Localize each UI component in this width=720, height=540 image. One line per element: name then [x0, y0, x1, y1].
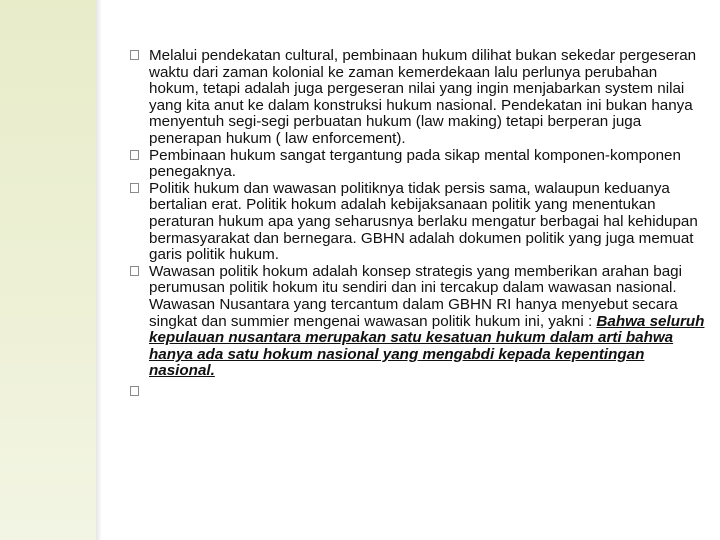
empty-square-icon: [130, 183, 139, 193]
bullet-item: [130, 181, 708, 264]
bullet-item-empty: [130, 384, 708, 401]
panel-shadow: [96, 0, 102, 540]
empty-square-icon: [130, 50, 139, 60]
bullet-list: [130, 48, 708, 401]
decorative-sidebar: [0, 0, 96, 540]
bullet-item: [130, 148, 708, 181]
empty-square-icon: [130, 150, 139, 160]
bullet-item: [130, 264, 708, 380]
empty-square-icon: [130, 266, 139, 276]
bullet-item: [130, 48, 708, 148]
emphasized-text: Bahwa seluruh kepulauan nusantara merupakan satu kesatuan hukum dalam arti bahwa hanya ada satu hokum nasional yang mengabdi kepada kepentingan nasional.: [149, 312, 705, 380]
bullet-text: Politik hukum dan wawasan politiknya tidak persis sama, walaupun keduanya bertalian erat. Politik hokum adalah kebijaksanaan politik yang menentukan peraturan hukum apa yang seharusnya berlaku mengatur berbagai hal kehidupan bermasyarakat dan bernegara. GBHN adalah dokumen politik yang juga memuat garis politik hukum.: [149, 179, 698, 264]
bullet-text: Pembinaan hukum sangat tergantung pada sikap mental komponen-komponen penegaknya.: [149, 146, 681, 181]
bullet-text: Melalui pendekatan cultural, pembinaan hukum dilihat bukan sekedar pergeseran waktu dari zaman kolonial ke zaman kemerdekaan lalu perlunya perubahan hokum, tetapi adalah juga pergeseran nilai yang ingin menjabarkan system nilai yang kita anut ke dalam konstruksi hukum nasional. Pendekatan ini bukan hanya menyentuh segi-segi perbuatan hukum (law making) tetapi berperan juga penerapan hukum ( law enforcement).: [149, 47, 697, 147]
bullet-text: Wawasan politik hokum adalah konsep strategis yang memberikan arahan bagi perumusan politik hokum itu sendiri dan ini tercakup dalam wawasan nasional. Wawasan Nusantara yang tercantum dalam GBHN RI hanya menyebut secara singkat dan summier mengenai wawasan politik hukum ini, yakni :: [149, 262, 682, 330]
empty-square-icon: [130, 386, 139, 396]
